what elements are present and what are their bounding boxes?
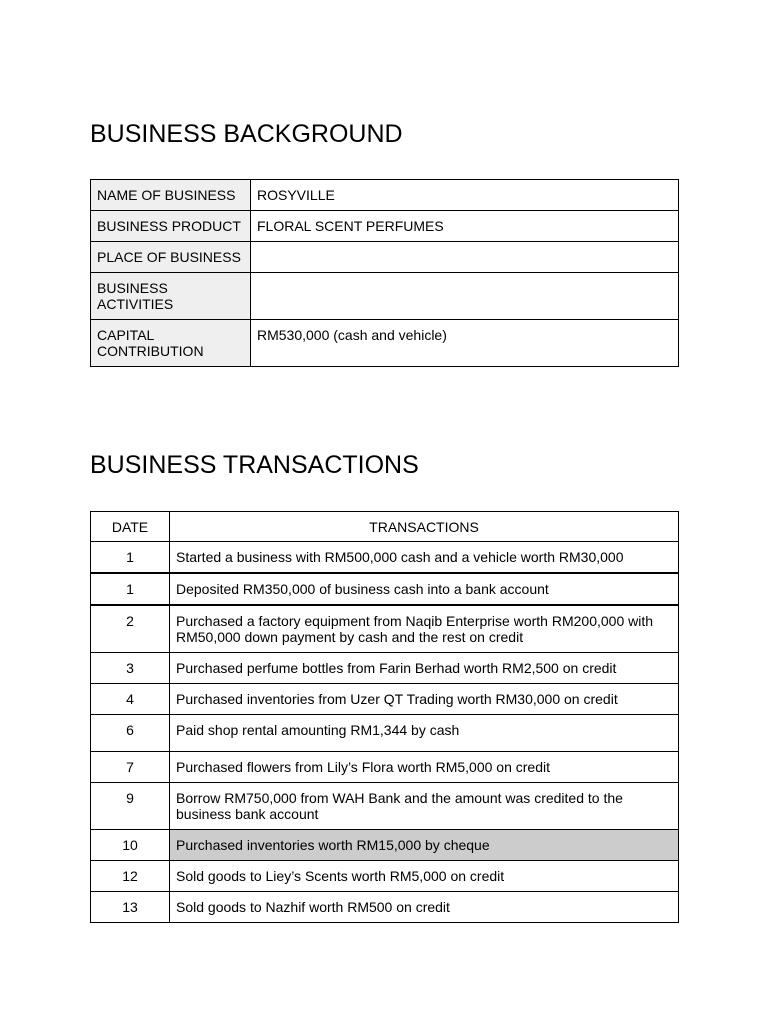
place-of-business-label: PLACE OF BUSINESS [91, 242, 251, 273]
table-row [91, 242, 679, 273]
table-row [91, 715, 679, 752]
business-transactions-heading: BUSINESS TRANSACTIONS [90, 451, 419, 479]
transactions-column-header: TRANSACTIONS [170, 512, 679, 542]
transaction-date: 4 [91, 684, 170, 715]
table-row [91, 211, 679, 242]
capital-contribution-value: RM530,000 (cash and vehicle) [251, 320, 679, 367]
business-product-value: FLORAL SCENT PERFUMES [251, 211, 679, 242]
table-row [91, 573, 679, 605]
table-row [91, 273, 679, 320]
table-row [91, 542, 679, 574]
transaction-description: Sold goods to Nazhif worth RM500 on credit [170, 892, 679, 923]
name-of-business-value: ROSYVILLE [251, 180, 679, 211]
table-row [91, 783, 679, 830]
name-of-business-label: NAME OF BUSINESS [91, 180, 251, 211]
transaction-description: Purchased flowers from Lily’s Flora worth RM5,000 on credit [170, 752, 679, 783]
date-column-header: DATE [91, 512, 170, 542]
business-product-label: BUSINESS PRODUCT [91, 211, 251, 242]
transaction-date: 9 [91, 783, 170, 830]
place-of-business-value [251, 242, 679, 273]
table-row [91, 861, 679, 892]
table-row [91, 320, 679, 367]
table-row [91, 830, 679, 861]
transaction-description: Started a business with RM500,000 cash and a vehicle worth RM30,000 [170, 542, 679, 574]
transaction-description: Deposited RM350,000 of business cash into a bank account [170, 573, 679, 605]
transaction-description: Purchased perfume bottles from Farin Berhad worth RM2,500 on credit [170, 653, 679, 684]
table-header-row [91, 512, 679, 542]
transaction-date: 7 [91, 752, 170, 783]
transaction-description: Purchased a factory equipment from Naqib Enterprise worth RM200,000 with RM50,000 down payment by cash and the rest on credit [170, 605, 679, 653]
transaction-date: 2 [91, 605, 170, 653]
transaction-date: 1 [91, 573, 170, 605]
transaction-date: 12 [91, 861, 170, 892]
table-row [91, 752, 679, 783]
table-row [91, 605, 679, 653]
transaction-date: 6 [91, 715, 170, 752]
transaction-date: 3 [91, 653, 170, 684]
transaction-description: Sold goods to Liey’s Scents worth RM5,000 on credit [170, 861, 679, 892]
transaction-date: 1 [91, 542, 170, 574]
business-background-heading: BUSINESS BACKGROUND [90, 120, 403, 148]
transaction-description: Purchased inventories worth RM15,000 by cheque [170, 830, 679, 861]
transaction-description: Paid shop rental amounting RM1,344 by cash [170, 715, 679, 752]
capital-contribution-label: CAPITAL CONTRIBUTION [91, 320, 251, 367]
transaction-date: 13 [91, 892, 170, 923]
transaction-description: Borrow RM750,000 from WAH Bank and the amount was credited to the business bank account [170, 783, 679, 830]
table-row [91, 892, 679, 923]
table-row [91, 180, 679, 211]
transaction-description: Purchased inventories from Uzer QT Trading worth RM30,000 on credit [170, 684, 679, 715]
business-background-table [90, 179, 679, 367]
table-row [91, 684, 679, 715]
transaction-date: 10 [91, 830, 170, 861]
table-row [91, 653, 679, 684]
business-activities-label: BUSINESS ACTIVITIES [91, 273, 251, 320]
business-transactions-table [90, 511, 679, 923]
business-activities-value [251, 273, 679, 320]
